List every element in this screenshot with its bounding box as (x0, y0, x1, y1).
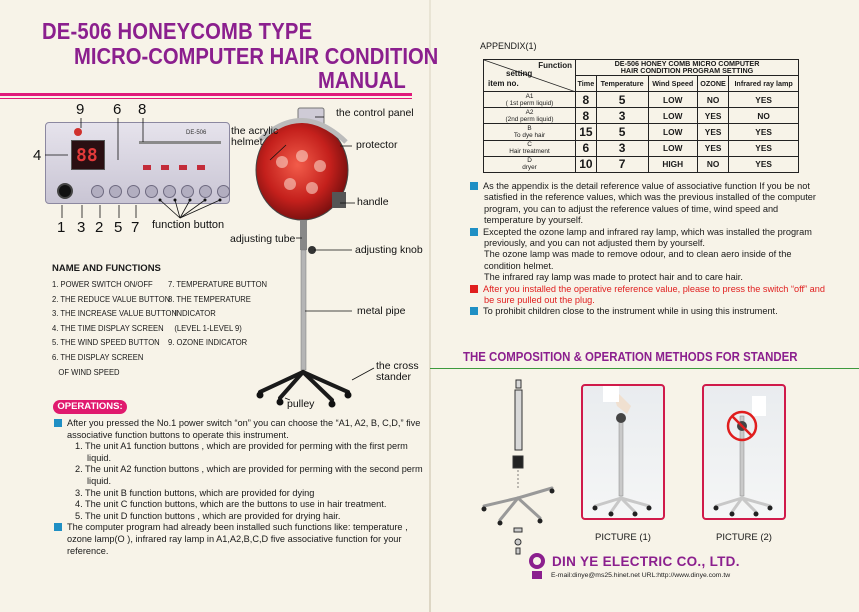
column-infrared: Infrared ray lamp (729, 75, 799, 91)
notes (470, 181, 825, 318)
panel-number-4: 4 (33, 147, 42, 164)
label-cross-stander: the cross stander (376, 360, 419, 383)
operations-label: OPERATIONS: (53, 400, 127, 414)
note-2 (470, 227, 825, 250)
row-desc: dryer (522, 164, 537, 172)
corner-item-no: item no. (488, 79, 519, 88)
column-wind-speed: Wind Speed (648, 75, 697, 91)
table-row (484, 124, 799, 140)
note-4-text: To prohibit children close to the instrument while in using this instrument. (483, 306, 778, 317)
note-1 (470, 181, 825, 227)
cell-wind: LOW (648, 140, 697, 156)
row-desc: To dye hair (513, 131, 546, 139)
corner-function: Function (538, 61, 572, 70)
panel-number-9: 9 (76, 101, 85, 118)
title-line-2: MICRO-COMPUTER HAIR CONDITION (74, 43, 439, 69)
row-label (484, 156, 576, 172)
cell-ir: YES (729, 156, 799, 172)
operations-p1-text: After you pressed the No.1 power switch “on” you can choose the “A1, A2, B, C,D,” five associative function buttons to operate this instrument. (67, 418, 421, 440)
composition-rule (430, 368, 859, 369)
note-2b: The ozone lamp was made to remove odour, and to clean aero inside of the condition helmet. (484, 249, 792, 271)
panel-number-3: 3 (77, 219, 86, 236)
cell-ozone: YES (697, 124, 728, 140)
table-header-line-1: DE-506 HONEY COMB MICRO COMPUTER (614, 59, 760, 68)
table-header-line-2: HAIR CONDITION PROGRAM SETTING (620, 66, 754, 76)
appendix-title: APPENDIX(1) (480, 41, 537, 51)
table-row (484, 108, 799, 124)
cell-wind: LOW (648, 124, 697, 140)
cell-temp: 5 (596, 124, 648, 140)
note-2a-text: Excepted the ozone lamp and infrared ray lamp, which was installed the program previously, and you can not adjusted them by yourself. (483, 226, 812, 249)
row-label (484, 140, 576, 156)
cell-temp: 3 (596, 140, 648, 156)
company-name: DIN YE ELECTRIC CO., LTD. (552, 554, 740, 569)
picture-1 (581, 384, 665, 520)
names-item: 7. TEMPERATURE BUTTON (168, 279, 268, 289)
names-item: OF WIND SPEED (52, 366, 120, 377)
label-control-panel: the control panel (336, 107, 414, 119)
cell-temp: 3 (596, 108, 648, 124)
note-3-text: After you installed the operative reference value, please to press the switch “off” and be sure pulled out the plug. (483, 283, 826, 306)
table-row (484, 140, 799, 156)
label-adjusting-tube: adjusting tube (230, 233, 296, 245)
picture-2 (702, 384, 786, 520)
names-item: 1. POWER SWITCH ON/OFF (52, 279, 153, 289)
label-protector: protector (356, 139, 398, 151)
row-code: D (527, 157, 532, 165)
label-pulley: pulley (287, 398, 315, 410)
company-logo-icon (526, 551, 548, 581)
cell-ir: YES (729, 124, 799, 140)
operations-item: 2. The unit A2 function buttons , which are provided for perming with the second perm liquid. (75, 464, 423, 486)
names-item: 8. THE TEMPERATURE (168, 293, 251, 304)
column-time: Time (576, 75, 597, 91)
operations-text (54, 418, 424, 557)
cell-time: 8 (576, 108, 597, 124)
row-desc: (2nd perm liquid) (505, 115, 554, 123)
label-metal-pipe: metal pipe (357, 305, 406, 317)
note-1-text: As the appendix is the detail reference value of associative function If you be not satisfied in the reference values, which was the previous installed of the computer program, you can to adjust the reference values of time, wind speed and temperature by yourself. (483, 181, 816, 226)
names-item: 6. THE DISPLAY SCREEN (52, 351, 144, 362)
names-column-1 (52, 277, 177, 379)
title-line-3: MANUAL (318, 67, 406, 93)
panel-number-6: 6 (113, 101, 122, 118)
column-temperature: Temperature (596, 75, 648, 91)
title-line-1: DE-506 HONEYCOMB TYPE (42, 18, 313, 44)
table-row (484, 92, 799, 108)
row-code: C (527, 141, 532, 149)
picture-2-illustration (704, 386, 786, 520)
row-code: A2 (525, 108, 534, 116)
label-handle: handle (357, 196, 389, 208)
cell-ir: YES (729, 140, 799, 156)
operations-paragraph-2 (54, 522, 424, 557)
table-row (484, 156, 799, 172)
operations-item: 3. The unit B function buttons, which are provided for dying (75, 487, 315, 498)
row-code: B (527, 124, 532, 132)
picture-1-caption: PICTURE (1) (595, 532, 651, 543)
bullet-square-icon (470, 228, 478, 236)
composition-title: THE COMPOSITION & OPERATION METHODS FOR STANDER (463, 349, 798, 364)
note-3 (470, 284, 825, 307)
names-item: (LEVEL 1-LEVEL 9) (168, 322, 242, 333)
cell-ir: YES (729, 92, 799, 108)
cell-time: 8 (576, 92, 597, 108)
label-adjusting-knob: adjusting knob (355, 244, 423, 256)
row-label (484, 124, 576, 140)
operations-item: 1. The unit A1 function buttons , which are provided for perming with the first perm liquid. (75, 441, 408, 463)
names-item: 5. THE WIND SPEED BUTTON (52, 337, 160, 348)
cell-time: 10 (576, 156, 597, 172)
names-item: 2. THE REDUCE VALUE BUTTON (52, 293, 171, 304)
names-heading: NAME AND FUNCTIONS (52, 263, 161, 274)
bullet-square-icon (54, 523, 62, 531)
cell-wind: LOW (648, 108, 697, 124)
panel-number-7: 7 (131, 219, 140, 236)
operations-item: 5. The unit D function buttons , which are provided for drying hair. (75, 510, 341, 521)
picture-2-caption: PICTURE (2) (716, 532, 772, 543)
note-2c: The infrared ray lamp was made to protect hair and to care hair. (484, 272, 743, 283)
cell-time: 6 (576, 140, 597, 156)
cell-temp: 5 (596, 92, 648, 108)
names-column-2 (168, 277, 267, 350)
cell-ozone: NO (697, 92, 728, 108)
appendix-table (483, 59, 799, 173)
names-item: 4. THE TIME DISPLAY SCREEN (52, 322, 164, 333)
time-display-value: 88 (76, 145, 98, 166)
cell-time: 15 (576, 124, 597, 140)
cell-wind: HIGH (648, 156, 697, 172)
cell-ozone: NO (697, 156, 728, 172)
table-header-title (576, 60, 799, 76)
exploded-stander-diagram (470, 378, 560, 558)
bullet-square-icon (54, 419, 62, 427)
panel-model: DE-506 (186, 130, 207, 136)
operations-p2-text: The computer program had already been installed such functions like: temperature , ozone lamp(O ), infrared ray lamp in A1,A2,B,C,D five associative function for your reference. (67, 522, 408, 556)
panel-number-2: 2 (95, 219, 104, 236)
cell-ozone: YES (697, 140, 728, 156)
panel-number-8: 8 (138, 101, 147, 118)
bullet-square-icon (470, 307, 478, 315)
operations-item: 4. The unit C function buttons, which are the buttons to use in hair treatment. (75, 499, 387, 510)
picture-1-illustration (583, 386, 665, 520)
row-label (484, 92, 576, 108)
names-item: 9. OZONE INDICATOR (168, 337, 248, 348)
cell-temp: 7 (596, 156, 648, 172)
label-acrylic-helmet: the acrylic helmet (231, 125, 279, 148)
row-desc: ( 1st perm liquid) (505, 99, 554, 107)
table-corner-cell (484, 60, 576, 92)
function-button-label: function button (152, 219, 225, 231)
note-4 (470, 306, 825, 317)
cell-ozone: YES (697, 108, 728, 124)
row-desc: Hair treatment (509, 148, 550, 156)
corner-setting: setting (506, 69, 533, 78)
names-item: 3. THE INCREASE VALUE BUTTON (52, 308, 177, 319)
column-ozone: OZONE (697, 75, 728, 91)
operations-paragraph-1 (54, 418, 424, 441)
bullet-square-icon (470, 182, 478, 190)
row-label (484, 108, 576, 124)
names-item: INDICATOR (168, 308, 216, 319)
panel-number-5: 5 (114, 219, 123, 236)
panel-number-1: 1 (57, 219, 66, 236)
company-contact: E-mail:dinye@ms25.hinet.net URL:http://www.dinye.com.tw (551, 572, 731, 579)
cell-ir: NO (729, 108, 799, 124)
row-code: A1 (525, 92, 534, 100)
bullet-square-icon (470, 285, 478, 293)
cell-wind: LOW (648, 92, 697, 108)
